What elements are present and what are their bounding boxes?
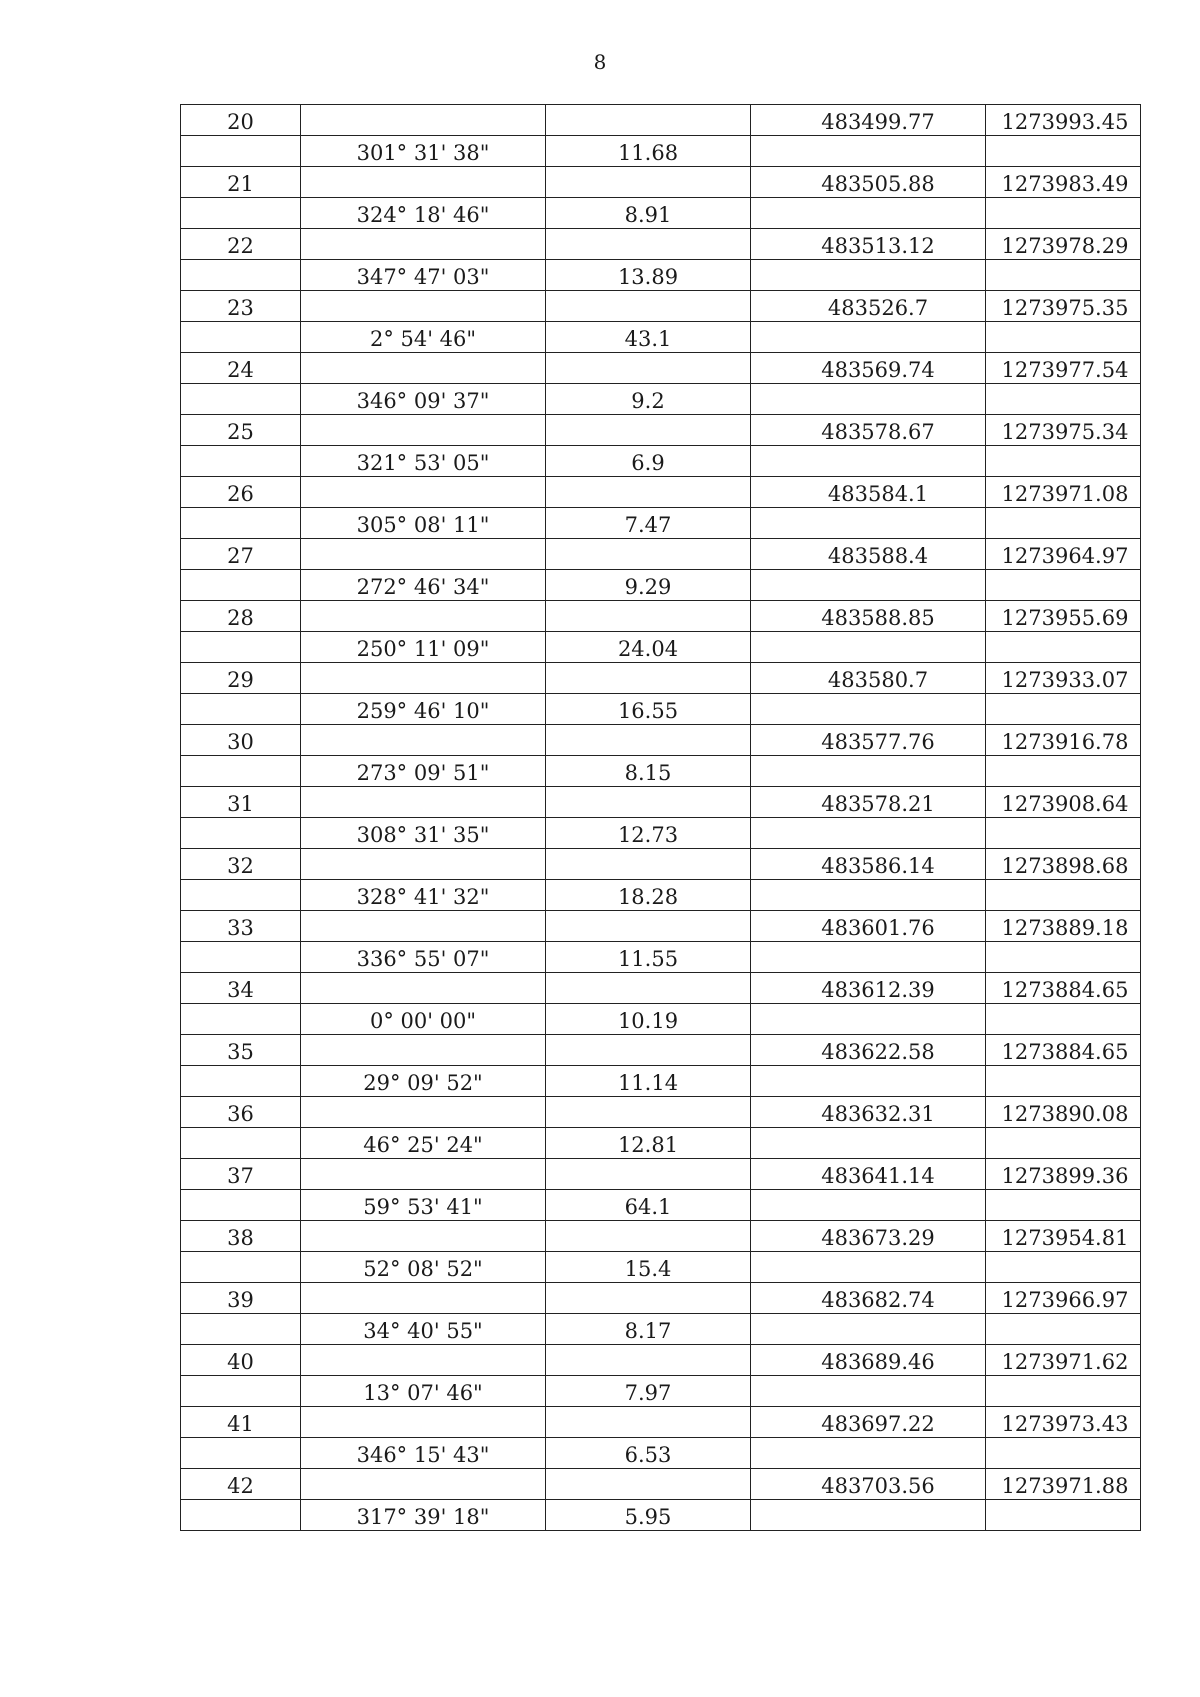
distance-cell: [546, 229, 751, 260]
distance-cell: [546, 1345, 751, 1376]
x-coordinate-cell: 483526.7: [751, 291, 986, 322]
y-coordinate-cell: 1273916.78: [986, 725, 1141, 756]
distance-cell: 13.89: [546, 260, 751, 291]
y-coordinate-cell: 1273955.69: [986, 601, 1141, 632]
distance-cell: [546, 663, 751, 694]
x-coordinate-cell: [751, 756, 986, 787]
segment-row: [181, 1500, 1141, 1531]
bearing-cell: [301, 1221, 546, 1252]
x-coordinate-cell: [751, 508, 986, 539]
bearing-cell: 259° 46' 10": [301, 694, 546, 725]
point-row: [181, 1407, 1141, 1438]
distance-cell: [546, 291, 751, 322]
distance-cell: 11.14: [546, 1066, 751, 1097]
segment-row: [181, 260, 1141, 291]
x-coordinate-cell: 483578.21: [751, 787, 986, 818]
point-row: [181, 1469, 1141, 1500]
bearing-cell: 2° 54' 46": [301, 322, 546, 353]
point-number-cell: 26: [181, 477, 301, 508]
segment-row: [181, 942, 1141, 973]
point-number-cell: 25: [181, 415, 301, 446]
point-row: [181, 1159, 1141, 1190]
point-number-cell: 22: [181, 229, 301, 260]
bearing-cell: [301, 601, 546, 632]
point-number-cell: 38: [181, 1221, 301, 1252]
bearing-cell: [301, 1097, 546, 1128]
bearing-cell: 29° 09' 52": [301, 1066, 546, 1097]
distance-cell: 11.55: [546, 942, 751, 973]
y-coordinate-cell: 1273890.08: [986, 1097, 1141, 1128]
point-number-cell: [181, 1376, 301, 1407]
x-coordinate-cell: [751, 694, 986, 725]
segment-row: [181, 1066, 1141, 1097]
segment-row: [181, 384, 1141, 415]
point-row: [181, 911, 1141, 942]
coordinates-table-body: [181, 105, 1141, 1531]
y-coordinate-cell: 1273971.62: [986, 1345, 1141, 1376]
x-coordinate-cell: [751, 818, 986, 849]
y-coordinate-cell: 1273971.08: [986, 477, 1141, 508]
distance-cell: 8.15: [546, 756, 751, 787]
x-coordinate-cell: [751, 136, 986, 167]
y-coordinate-cell: 1273971.88: [986, 1469, 1141, 1500]
point-row: [181, 539, 1141, 570]
bearing-cell: [301, 787, 546, 818]
point-number-cell: 41: [181, 1407, 301, 1438]
distance-cell: 5.95: [546, 1500, 751, 1531]
point-row: [181, 1097, 1141, 1128]
y-coordinate-cell: 1273898.68: [986, 849, 1141, 880]
bearing-cell: [301, 229, 546, 260]
y-coordinate-cell: [986, 508, 1141, 539]
segment-row: [181, 818, 1141, 849]
segment-row: [181, 1376, 1141, 1407]
x-coordinate-cell: 483577.76: [751, 725, 986, 756]
distance-cell: [546, 911, 751, 942]
y-coordinate-cell: 1273973.43: [986, 1407, 1141, 1438]
segment-row: [181, 694, 1141, 725]
distance-cell: 12.81: [546, 1128, 751, 1159]
bearing-cell: 346° 15' 43": [301, 1438, 546, 1469]
x-coordinate-cell: 483612.39: [751, 973, 986, 1004]
distance-cell: 6.9: [546, 446, 751, 477]
x-coordinate-cell: 483588.4: [751, 539, 986, 570]
distance-cell: 7.47: [546, 508, 751, 539]
point-number-cell: 32: [181, 849, 301, 880]
bearing-cell: 305° 08' 11": [301, 508, 546, 539]
x-coordinate-cell: [751, 198, 986, 229]
point-number-cell: [181, 1066, 301, 1097]
bearing-cell: [301, 353, 546, 384]
y-coordinate-cell: 1273908.64: [986, 787, 1141, 818]
point-number-cell: 24: [181, 353, 301, 384]
x-coordinate-cell: 483584.1: [751, 477, 986, 508]
segment-row: [181, 1190, 1141, 1221]
y-coordinate-cell: [986, 1004, 1141, 1035]
y-coordinate-cell: 1273975.34: [986, 415, 1141, 446]
point-number-cell: 23: [181, 291, 301, 322]
bearing-cell: 308° 31' 35": [301, 818, 546, 849]
distance-cell: 8.17: [546, 1314, 751, 1345]
distance-cell: [546, 1097, 751, 1128]
x-coordinate-cell: [751, 880, 986, 911]
x-coordinate-cell: [751, 1004, 986, 1035]
y-coordinate-cell: [986, 1190, 1141, 1221]
point-number-cell: 20: [181, 105, 301, 136]
y-coordinate-cell: [986, 1500, 1141, 1531]
bearing-cell: 52° 08' 52": [301, 1252, 546, 1283]
point-row: [181, 1283, 1141, 1314]
bearing-cell: 46° 25' 24": [301, 1128, 546, 1159]
distance-cell: [546, 1407, 751, 1438]
x-coordinate-cell: [751, 1252, 986, 1283]
distance-cell: [546, 105, 751, 136]
y-coordinate-cell: 1273884.65: [986, 1035, 1141, 1066]
segment-row: [181, 198, 1141, 229]
y-coordinate-cell: [986, 942, 1141, 973]
point-number-cell: [181, 818, 301, 849]
point-number-cell: [181, 260, 301, 291]
point-row: [181, 849, 1141, 880]
point-row: [181, 291, 1141, 322]
bearing-cell: 273° 09' 51": [301, 756, 546, 787]
bearing-cell: [301, 1407, 546, 1438]
x-coordinate-cell: 483622.58: [751, 1035, 986, 1066]
bearing-cell: 336° 55' 07": [301, 942, 546, 973]
point-row: [181, 105, 1141, 136]
distance-cell: [546, 1283, 751, 1314]
point-number-cell: 30: [181, 725, 301, 756]
bearing-cell: [301, 539, 546, 570]
point-number-cell: 40: [181, 1345, 301, 1376]
y-coordinate-cell: 1273899.36: [986, 1159, 1141, 1190]
distance-cell: 15.4: [546, 1252, 751, 1283]
x-coordinate-cell: 483632.31: [751, 1097, 986, 1128]
y-coordinate-cell: [986, 570, 1141, 601]
point-number-cell: [181, 1500, 301, 1531]
bearing-cell: [301, 1345, 546, 1376]
y-coordinate-cell: 1273977.54: [986, 353, 1141, 384]
point-row: [181, 415, 1141, 446]
x-coordinate-cell: 483505.88: [751, 167, 986, 198]
distance-cell: 9.29: [546, 570, 751, 601]
x-coordinate-cell: [751, 384, 986, 415]
point-number-cell: 37: [181, 1159, 301, 1190]
point-number-cell: [181, 570, 301, 601]
point-row: [181, 167, 1141, 198]
distance-cell: 16.55: [546, 694, 751, 725]
x-coordinate-cell: 483499.77: [751, 105, 986, 136]
distance-cell: [546, 415, 751, 446]
bearing-cell: [301, 1283, 546, 1314]
bearing-cell: 34° 40' 55": [301, 1314, 546, 1345]
bearing-cell: 317° 39' 18": [301, 1500, 546, 1531]
distance-cell: 24.04: [546, 632, 751, 663]
y-coordinate-cell: [986, 136, 1141, 167]
y-coordinate-cell: [986, 880, 1141, 911]
y-coordinate-cell: [986, 1438, 1141, 1469]
distance-cell: 9.2: [546, 384, 751, 415]
bearing-cell: [301, 167, 546, 198]
point-row: [181, 601, 1141, 632]
point-number-cell: [181, 694, 301, 725]
segment-row: [181, 322, 1141, 353]
bearing-cell: 0° 00' 00": [301, 1004, 546, 1035]
x-coordinate-cell: [751, 570, 986, 601]
bearing-cell: [301, 1035, 546, 1066]
point-number-cell: [181, 198, 301, 229]
bearing-cell: 59° 53' 41": [301, 1190, 546, 1221]
y-coordinate-cell: 1273884.65: [986, 973, 1141, 1004]
distance-cell: [546, 601, 751, 632]
distance-cell: [546, 167, 751, 198]
point-number-cell: 21: [181, 167, 301, 198]
y-coordinate-cell: 1273954.81: [986, 1221, 1141, 1252]
bearing-cell: [301, 911, 546, 942]
distance-cell: [546, 1221, 751, 1252]
distance-cell: [546, 973, 751, 1004]
y-coordinate-cell: [986, 384, 1141, 415]
point-number-cell: [181, 1128, 301, 1159]
x-coordinate-cell: 483601.76: [751, 911, 986, 942]
x-coordinate-cell: [751, 1438, 986, 1469]
point-number-cell: [181, 1190, 301, 1221]
point-number-cell: [181, 942, 301, 973]
segment-row: [181, 632, 1141, 663]
y-coordinate-cell: [986, 818, 1141, 849]
segment-row: [181, 136, 1141, 167]
distance-cell: [546, 725, 751, 756]
y-coordinate-cell: [986, 756, 1141, 787]
distance-cell: 6.53: [546, 1438, 751, 1469]
y-coordinate-cell: 1273983.49: [986, 167, 1141, 198]
y-coordinate-cell: 1273993.45: [986, 105, 1141, 136]
point-row: [181, 663, 1141, 694]
distance-cell: [546, 539, 751, 570]
point-number-cell: [181, 384, 301, 415]
bearing-cell: 250° 11' 09": [301, 632, 546, 663]
y-coordinate-cell: [986, 322, 1141, 353]
segment-row: [181, 446, 1141, 477]
point-number-cell: 27: [181, 539, 301, 570]
bearing-cell: [301, 1469, 546, 1500]
x-coordinate-cell: 483569.74: [751, 353, 986, 384]
bearing-cell: 347° 47' 03": [301, 260, 546, 291]
y-coordinate-cell: 1273978.29: [986, 229, 1141, 260]
segment-row: [181, 1314, 1141, 1345]
distance-cell: [546, 353, 751, 384]
y-coordinate-cell: 1273975.35: [986, 291, 1141, 322]
x-coordinate-cell: 483586.14: [751, 849, 986, 880]
distance-cell: 43.1: [546, 322, 751, 353]
distance-cell: 10.19: [546, 1004, 751, 1035]
y-coordinate-cell: 1273964.97: [986, 539, 1141, 570]
x-coordinate-cell: 483513.12: [751, 229, 986, 260]
bearing-cell: 346° 09' 37": [301, 384, 546, 415]
distance-cell: 12.73: [546, 818, 751, 849]
x-coordinate-cell: 483588.85: [751, 601, 986, 632]
distance-cell: 7.97: [546, 1376, 751, 1407]
point-row: [181, 1221, 1141, 1252]
point-row: [181, 973, 1141, 1004]
x-coordinate-cell: 483580.7: [751, 663, 986, 694]
y-coordinate-cell: [986, 446, 1141, 477]
bearing-cell: 328° 41' 32": [301, 880, 546, 911]
x-coordinate-cell: 483682.74: [751, 1283, 986, 1314]
point-row: [181, 477, 1141, 508]
point-number-cell: 36: [181, 1097, 301, 1128]
point-row: [181, 353, 1141, 384]
distance-cell: 64.1: [546, 1190, 751, 1221]
bearing-cell: [301, 973, 546, 1004]
point-number-cell: 28: [181, 601, 301, 632]
x-coordinate-cell: 483689.46: [751, 1345, 986, 1376]
x-coordinate-cell: [751, 1500, 986, 1531]
point-number-cell: 35: [181, 1035, 301, 1066]
bearing-cell: [301, 477, 546, 508]
point-number-cell: 34: [181, 973, 301, 1004]
distance-cell: 11.68: [546, 136, 751, 167]
point-number-cell: [181, 880, 301, 911]
x-coordinate-cell: [751, 1128, 986, 1159]
y-coordinate-cell: [986, 260, 1141, 291]
y-coordinate-cell: 1273933.07: [986, 663, 1141, 694]
x-coordinate-cell: [751, 632, 986, 663]
y-coordinate-cell: [986, 632, 1141, 663]
distance-cell: [546, 787, 751, 818]
bearing-cell: 324° 18' 46": [301, 198, 546, 229]
bearing-cell: [301, 105, 546, 136]
segment-row: [181, 1004, 1141, 1035]
x-coordinate-cell: 483578.67: [751, 415, 986, 446]
x-coordinate-cell: 483641.14: [751, 1159, 986, 1190]
segment-row: [181, 570, 1141, 601]
point-number-cell: [181, 632, 301, 663]
point-row: [181, 1345, 1141, 1376]
bearing-cell: [301, 663, 546, 694]
point-number-cell: 42: [181, 1469, 301, 1500]
y-coordinate-cell: [986, 1128, 1141, 1159]
point-number-cell: [181, 136, 301, 167]
bearing-cell: [301, 291, 546, 322]
bearing-cell: [301, 849, 546, 880]
coordinates-table: [180, 104, 1141, 1531]
x-coordinate-cell: [751, 260, 986, 291]
x-coordinate-cell: [751, 446, 986, 477]
point-number-cell: 29: [181, 663, 301, 694]
point-row: [181, 1035, 1141, 1066]
x-coordinate-cell: [751, 1190, 986, 1221]
x-coordinate-cell: [751, 1314, 986, 1345]
segment-row: [181, 1438, 1141, 1469]
bearing-cell: [301, 1159, 546, 1190]
point-number-cell: [181, 756, 301, 787]
distance-cell: 8.91: [546, 198, 751, 229]
x-coordinate-cell: [751, 942, 986, 973]
point-number-cell: [181, 1314, 301, 1345]
distance-cell: 18.28: [546, 880, 751, 911]
distance-cell: [546, 849, 751, 880]
y-coordinate-cell: [986, 1376, 1141, 1407]
x-coordinate-cell: 483673.29: [751, 1221, 986, 1252]
y-coordinate-cell: 1273966.97: [986, 1283, 1141, 1314]
bearing-cell: 321° 53' 05": [301, 446, 546, 477]
y-coordinate-cell: [986, 1314, 1141, 1345]
x-coordinate-cell: [751, 1066, 986, 1097]
point-number-cell: [181, 1252, 301, 1283]
point-row: [181, 725, 1141, 756]
segment-row: [181, 508, 1141, 539]
point-number-cell: [181, 508, 301, 539]
x-coordinate-cell: [751, 322, 986, 353]
point-number-cell: 31: [181, 787, 301, 818]
bearing-cell: 272° 46' 34": [301, 570, 546, 601]
point-row: [181, 229, 1141, 260]
point-number-cell: [181, 322, 301, 353]
y-coordinate-cell: [986, 694, 1141, 725]
segment-row: [181, 1128, 1141, 1159]
segment-row: [181, 1252, 1141, 1283]
bearing-cell: [301, 725, 546, 756]
y-coordinate-cell: [986, 1066, 1141, 1097]
page-number: 8: [593, 50, 607, 74]
point-row: [181, 787, 1141, 818]
y-coordinate-cell: [986, 1252, 1141, 1283]
point-number-cell: 39: [181, 1283, 301, 1314]
bearing-cell: 301° 31' 38": [301, 136, 546, 167]
segment-row: [181, 880, 1141, 911]
point-number-cell: [181, 1438, 301, 1469]
y-coordinate-cell: [986, 198, 1141, 229]
x-coordinate-cell: [751, 1376, 986, 1407]
x-coordinate-cell: 483697.22: [751, 1407, 986, 1438]
segment-row: [181, 756, 1141, 787]
distance-cell: [546, 1035, 751, 1066]
point-number-cell: [181, 446, 301, 477]
distance-cell: [546, 477, 751, 508]
point-number-cell: 33: [181, 911, 301, 942]
distance-cell: [546, 1159, 751, 1190]
bearing-cell: 13° 07' 46": [301, 1376, 546, 1407]
bearing-cell: [301, 415, 546, 446]
point-number-cell: [181, 1004, 301, 1035]
x-coordinate-cell: 483703.56: [751, 1469, 986, 1500]
y-coordinate-cell: 1273889.18: [986, 911, 1141, 942]
distance-cell: [546, 1469, 751, 1500]
